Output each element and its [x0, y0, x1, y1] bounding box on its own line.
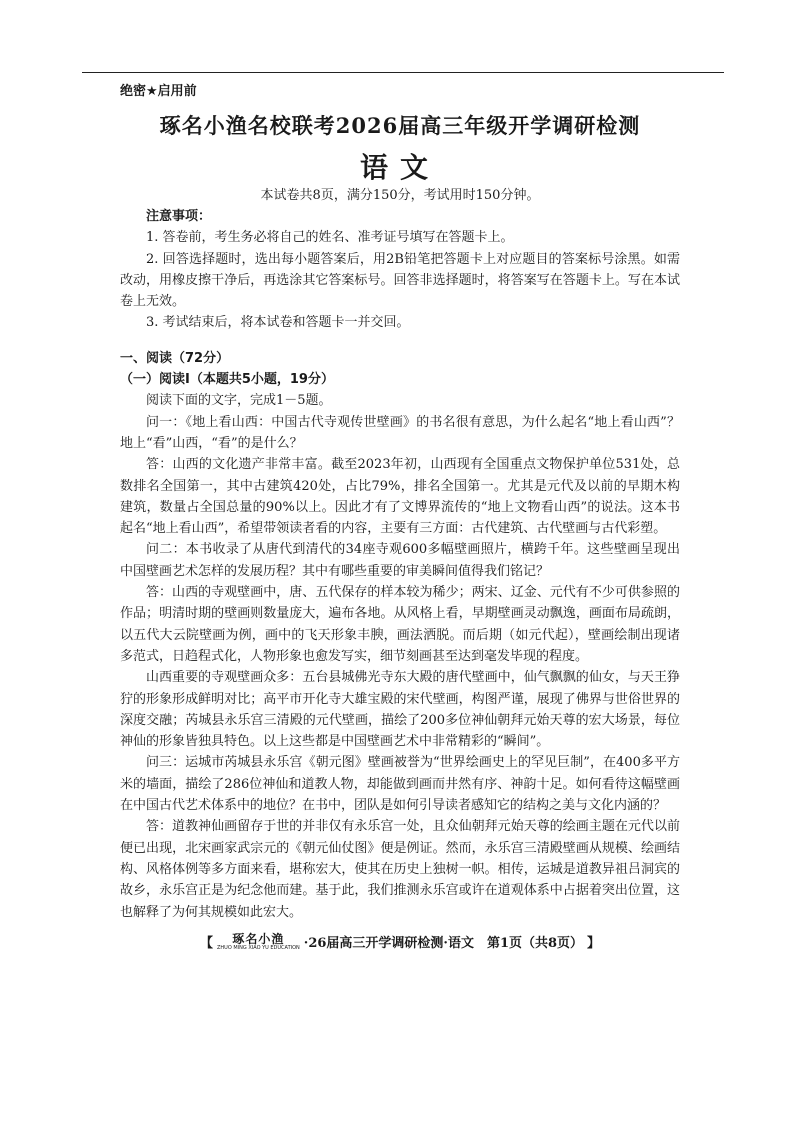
secret-label: 绝密★启用前 — [120, 84, 197, 99]
page-footer — [0, 932, 800, 951]
subject-title: 语文 — [359, 151, 440, 184]
footer-text: ·26届高三开学调研检测·语文 第1页（共8页） — [303, 936, 584, 951]
passage-paragraph: 问二：本书收录了从唐代到清代的34座寺观600多幅壁画照片，横跨千年。这些壁画呈现出中国壁画艺术怎样的发展历程？其中有哪些重要的审美瞬间值得我们铭记？ — [120, 542, 680, 579]
passage-paragraph: 答：山西的寺观壁画中，唐、五代保存的样本较为稀少；两宋、辽金、元代有不少可供参照的作品；明清时期的壁画则数量庞大，遍布各地。从风格上看，早期壁画灵动飘逸，画面布局疏朗，以五代大云院壁画为例，画中的飞天形象丰腴，画法洒脱。而后期（如元代起），壁画绘制出现诸多范式，日趋程式化，人物形象也愈发写实，细节刻画甚至达到毫发毕现的程度。 — [120, 585, 680, 664]
exam-body — [120, 206, 680, 923]
section-title: 一、阅读（72分） — [120, 350, 230, 366]
section-subtitle: （一）阅读Ⅰ（本题共5小题，19分） — [120, 372, 334, 388]
exam-info: 本试卷共8页，满分150分，考试用时150分钟。 — [260, 188, 540, 203]
brand-logo — [217, 933, 300, 951]
logo-text: 琢名小渔 — [232, 931, 285, 946]
footer-bracket-close: 】 — [587, 936, 601, 951]
notice-item: 3. 考试结束后，将本试卷和答题卡一并交回。 — [146, 315, 410, 331]
notice-item: 1. 答卷前，考生务必将自己的姓名、准考证号填写在答题卡上。 — [146, 230, 514, 246]
passage-paragraph: 问一：《地上看山西：中国古代寺观传世壁画》的书名很有意思，为什么起名“地上看山西”？地上“看”山西，“看”的是什么？ — [120, 414, 680, 451]
passage-paragraph: 问三：运城市芮城县永乐宫《朝元图》壁画被誉为“世界绘画史上的罕见巨制”，在400多平方米的墙面，描绘了286位神仙和道教人物，却能做到画而井然有序、神韵十足。如何看待这幅壁画在中国古代艺术体系中的地位？在书中，团队是如何引导读者感知它的结构之美与文化内涵的？ — [120, 755, 680, 814]
logo-subtext: ZHUO MING XIAO YU EDUCATION — [216, 944, 300, 951]
section-instruction: 阅读下面的文字，完成1－5题。 — [146, 393, 332, 409]
exam-title: 琢名小渔名校联考2026届高三年级开学调研检测 — [159, 113, 641, 138]
footer-bracket-open: 【 — [199, 936, 213, 951]
passage-paragraph: 答：山西的文化遗产非常丰富。截至2023年初，山西现有全国重点文物保护单位531处，总数排名全国第一，其中古建筑420处，占比79%，排名全国第一。尤其是元代及以前的早期木构建筑，数量占全国总量的90%以上。因此才有了文博界流传的“地上文物看山西”的说法。这本书起名“地上看山西”，希望带领读者看的内容，主要有三方面：古代建筑、古代壁画与古代彩塑。 — [120, 457, 680, 537]
passage-paragraph: 答：道教神仙画留存于世的并非仅有永乐宫一处，且众仙朝拜元始天尊的绘画主题在元代以前便已出现，北宋画家武宗元的《朝元仙仗图》便是例证。然而，永乐宫三清殿壁画从规模、绘画结构、风格体例等多方面来看，堪称宏大，使其在历史上独树一帜。相传，运城是道教异祖吕洞宾的故乡，永乐宫正是为纪念他而建。基于此，我们推测永乐宫或许在道观体系中占据着突出位置，这也解释了为何其规模如此宏大。 — [120, 819, 680, 920]
notice-item: 2. 回答选择题时，选出每小题答案后，用2B铅笔把答题卡上对应题目的答案标号涂黑。如需改动，用橡皮擦干净后，再选涂其它答案标号。回答非选择题时，将答案写在答题卡上。写在本试卷上无效。 — [120, 251, 680, 310]
notice-heading: 注意事项： — [146, 209, 212, 224]
top-rule — [82, 72, 724, 73]
passage-paragraph: 山西重要的寺观壁画众多：五台县城佛光寺东大殿的唐代壁画中，仙气飘飘的仙女，与天王狰狞的形象形成鲜明对比；高平市开化寺大雄宝殿的宋代壁画，构图严谨，展现了佛界与世俗世界的深度交融；芮城县永乐宫三清殿的元代壁画，描绘了200多位神仙朝拜元始天尊的宏大场景，每位神仙的形象皆独具特色。以上这些都是中国壁画艺术中非常精彩的“瞬间”。 — [120, 670, 680, 750]
